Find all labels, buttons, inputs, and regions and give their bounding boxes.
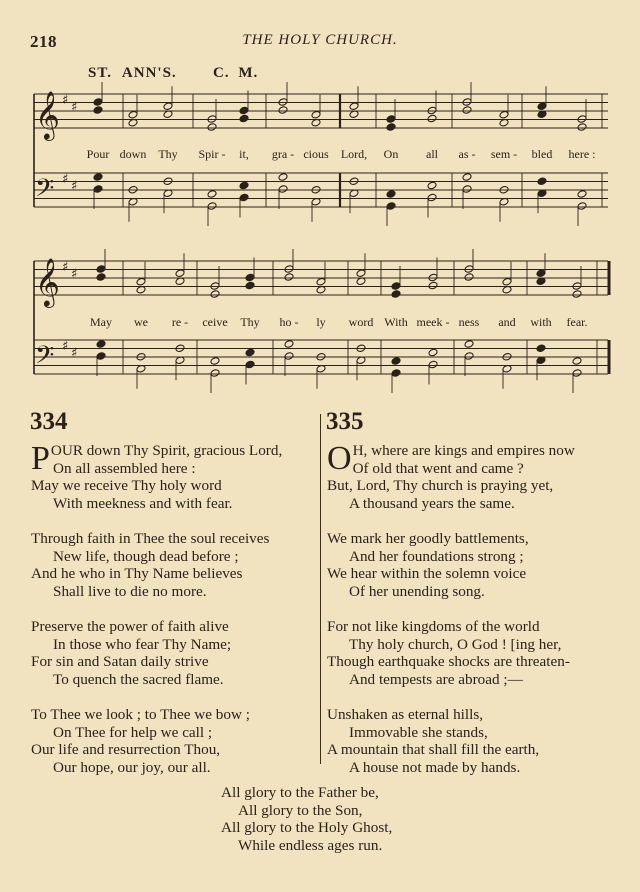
verse-line: And he who in Thy Name believes — [31, 565, 243, 583]
syllable: we — [134, 315, 148, 329]
music-score — [0, 0, 640, 400]
drop-cap: P — [31, 440, 50, 477]
verse-line: We mark her goodly battlements, — [327, 529, 529, 547]
syllable: Pour — [86, 147, 110, 161]
notehead — [386, 190, 396, 199]
verse-line: Unshaken as eternal hills, — [327, 705, 484, 723]
syllable: On — [383, 147, 399, 161]
syllable: it, — [239, 147, 249, 161]
notehead — [462, 106, 472, 115]
verse-line: Our hope, our joy, our all. — [53, 758, 211, 776]
verse-line-text: H, where are kings and empires now — [352, 442, 575, 459]
notehead — [537, 102, 547, 111]
notehead — [577, 123, 587, 132]
notehead — [96, 340, 106, 349]
verse-line: On Thee for help we call ; — [53, 723, 213, 741]
verse-line: Through faith in Thee the soul receives — [31, 529, 270, 547]
notehead — [278, 173, 288, 182]
syllable: With — [384, 315, 408, 329]
notehead — [536, 269, 546, 278]
notehead — [428, 348, 438, 357]
doxology — [0, 784, 640, 854]
page-number: 218 — [30, 32, 57, 51]
verse-line: And tempests are abroad ;— — [349, 670, 523, 688]
notehead — [175, 269, 185, 278]
notehead — [464, 352, 474, 361]
doxology-line: All glory to the Son, — [238, 801, 363, 819]
notehead — [278, 98, 288, 107]
notehead — [386, 115, 396, 124]
notehead — [391, 290, 401, 299]
notehead — [239, 106, 249, 115]
syllable: ceive — [202, 315, 228, 329]
notehead — [96, 273, 106, 282]
bass-clef: 𝄢 — [35, 174, 55, 209]
notehead — [210, 290, 220, 299]
verse-line: Preserve the power of faith alive — [31, 617, 229, 635]
lyrics-line-2 — [0, 315, 640, 331]
syllable: as - — [458, 147, 476, 161]
verse-line: To Thee we look ; to Thee we bow ; — [31, 705, 250, 723]
verse-line: Of old that went and came ? — [352, 459, 524, 477]
syllable: bled — [531, 147, 553, 161]
verse-line: On all assembled here : — [53, 459, 196, 477]
drop-cap: O — [327, 440, 352, 477]
hymn-335-text — [327, 442, 617, 776]
notehead — [427, 193, 437, 202]
notehead — [245, 281, 255, 290]
tune-name: ST. ANN'S. — [88, 65, 177, 81]
notehead — [93, 173, 103, 182]
notehead — [278, 106, 288, 115]
notehead — [245, 360, 255, 369]
syllable: gra - — [271, 147, 295, 161]
notehead — [428, 281, 438, 290]
verse-line: A mountain that shall fill the earth, — [327, 741, 540, 759]
syllable: word — [348, 315, 374, 329]
notehead — [572, 282, 582, 291]
notehead — [427, 106, 437, 115]
notehead — [128, 110, 138, 119]
notehead — [207, 202, 217, 211]
hymn-334-text — [31, 442, 317, 776]
notehead — [572, 357, 582, 366]
key-signature: ♯ — [62, 339, 69, 354]
hymn-number: 334 — [30, 408, 68, 435]
notehead — [349, 102, 359, 111]
notehead — [311, 110, 321, 119]
notehead — [239, 193, 249, 202]
key-signature: ♯ — [62, 93, 69, 108]
verse-line: But, Lord, Thy church is praying yet, — [327, 477, 554, 495]
syllable: May — [90, 315, 112, 329]
syllable: Lord, — [340, 147, 368, 161]
notehead — [284, 273, 294, 282]
syllable: meek - — [416, 315, 450, 329]
notehead — [210, 282, 220, 291]
syllable: Spir - — [198, 147, 226, 161]
verse-line: A house not made by hands. — [349, 758, 521, 776]
tune-meter: C. M. — [213, 65, 259, 81]
notehead — [427, 114, 437, 123]
syllable: ness — [458, 315, 480, 329]
verse-line: For not like kingdoms of the world — [327, 617, 540, 635]
syllable: re - — [171, 315, 189, 329]
verse-line: And her foundations strong ; — [349, 547, 524, 565]
notehead — [391, 357, 401, 366]
key-signature: ♯ — [62, 172, 69, 187]
notehead — [93, 106, 103, 115]
notehead — [502, 277, 512, 286]
verse-line: Of her unending song. — [349, 582, 485, 600]
notehead — [499, 110, 509, 119]
notehead — [427, 181, 437, 190]
verse-line: Immovable she stands, — [349, 723, 488, 741]
syllable: and — [498, 315, 516, 329]
verse-line: Shall live to die no more. — [53, 582, 207, 600]
verse-line: To quench the sacred flame. — [53, 670, 224, 688]
notehead — [163, 102, 173, 111]
verse-line: A thousand years the same. — [349, 494, 515, 512]
notehead — [284, 265, 294, 274]
hymn-number: 335 — [326, 408, 364, 435]
notehead — [464, 265, 474, 274]
notehead — [536, 344, 546, 353]
notehead — [284, 340, 294, 349]
notehead — [239, 181, 249, 190]
syllable: sem - — [490, 147, 518, 161]
notehead — [210, 369, 220, 378]
running-head: THE HOLY CHURCH. — [242, 32, 398, 48]
verse-line: We hear within the solemn voice — [327, 565, 527, 583]
doxology-line: All glory to the Father be, — [221, 784, 379, 801]
key-signature: ♯ — [71, 179, 78, 194]
key-signature: ♯ — [71, 346, 78, 361]
notehead — [391, 369, 401, 378]
verse-line-text: OUR down Thy Spirit, gracious Lord, — [50, 442, 283, 459]
syllable: ly — [316, 315, 326, 329]
syllable: Thy — [240, 315, 260, 329]
notehead — [239, 114, 249, 123]
doxology-line: While endless ages run. — [238, 836, 383, 854]
lyrics-line-1 — [0, 147, 640, 163]
verse-line: For sin and Satan daily strive — [31, 653, 209, 671]
treble-clef: 𝄞 — [35, 257, 60, 306]
doxology-line: All glory to the Holy Ghost, — [221, 819, 393, 837]
verse-line: With meekness and with fear. — [53, 494, 233, 512]
key-signature: ♯ — [62, 260, 69, 275]
notehead — [386, 123, 396, 132]
notehead — [386, 202, 396, 211]
notehead — [210, 357, 220, 366]
notehead — [462, 173, 472, 182]
notehead — [391, 282, 401, 291]
notehead — [572, 369, 582, 378]
notehead — [207, 115, 217, 124]
syllable: here : — [568, 147, 596, 161]
column-divider — [320, 414, 321, 764]
syllable: all — [426, 147, 438, 161]
notehead — [245, 273, 255, 282]
syllable: cious — [303, 147, 329, 161]
treble-clef: 𝄞 — [35, 90, 60, 139]
notehead — [428, 273, 438, 282]
notehead — [207, 123, 217, 132]
notehead — [572, 290, 582, 299]
notehead — [93, 98, 103, 107]
notehead — [428, 360, 438, 369]
verse-line: Our life and resurrection Thou, — [31, 741, 221, 759]
notehead — [462, 185, 472, 194]
notehead — [577, 202, 587, 211]
notehead — [464, 273, 474, 282]
syllable: down — [119, 147, 147, 161]
verse-line: In those who fear Thy Name; — [53, 635, 232, 653]
notehead — [537, 177, 547, 186]
notehead — [207, 190, 217, 199]
syllable: fear. — [566, 315, 588, 329]
key-signature: ♯ — [71, 100, 78, 115]
verse-line: Thy holy church, O God ! [ing her, — [349, 635, 562, 653]
notehead — [96, 265, 106, 274]
notehead — [284, 352, 294, 361]
notehead — [356, 269, 366, 278]
verse-line: May we receive Thy holy word — [31, 477, 222, 495]
syllable: Thy — [158, 147, 178, 161]
notehead — [245, 348, 255, 357]
bass-clef: 𝄢 — [35, 341, 55, 376]
syllable: with — [530, 315, 552, 329]
notehead — [96, 352, 106, 361]
verse-line: New life, though dead before ; — [53, 547, 239, 565]
notehead — [577, 190, 587, 199]
key-signature: ♯ — [71, 267, 78, 282]
notehead — [278, 185, 288, 194]
notehead — [577, 115, 587, 124]
syllable: ho - — [279, 315, 299, 329]
notehead — [316, 277, 326, 286]
verse-line: Though earthquake shocks are threaten- — [327, 653, 570, 671]
notehead — [93, 185, 103, 194]
notehead — [136, 277, 146, 286]
notehead — [462, 98, 472, 107]
notehead — [464, 340, 474, 349]
